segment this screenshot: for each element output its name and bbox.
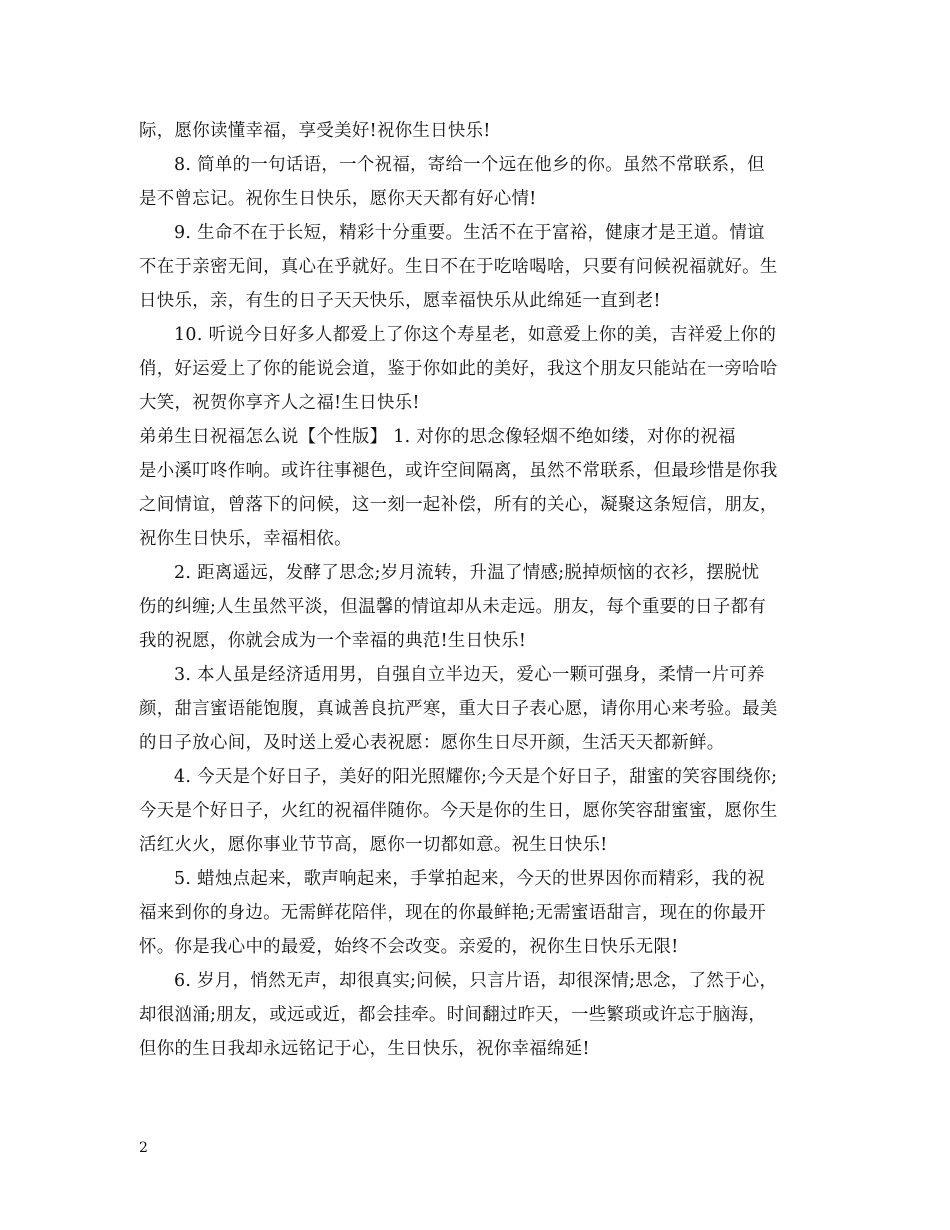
text-line-25: 怀。你是我心中的最爱，始终不会改变。亲爱的，祝你生日快乐无限! — [139, 937, 679, 957]
text-line-28: 但你的生日我却永远铭记于心，生日快乐，祝你幸福绵延! — [139, 1039, 590, 1059]
text-line-11: 是小溪叮咚作响。或许往事褪色，或许空间隔离，虽然不常联系，但最珍惜是你我 — [139, 461, 778, 481]
text-line-23: 5. 蜡烛点起来，歌声响起来，手掌拍起来，今天的世界因你而精彩，我的祝 — [174, 869, 765, 889]
text-line-1: 际，愿你读懂幸福，享受美好!祝你生日快乐! — [139, 121, 491, 141]
page-number: 2 — [139, 1140, 148, 1156]
text-line-16: 我的祝愿，你就会成为一个幸福的典范!生日快乐! — [139, 631, 527, 651]
text-line-24: 福来到你的身边。无需鲜花陪伴，现在的你最鲜艳;无需蜜语甜言，现在的你最开 — [139, 903, 767, 923]
text-line-7: 10. 听说今日好多人都爱上了你这个寿星老，如意爱上你的美，吉祥爱上你的 — [174, 325, 777, 345]
text-line-5: 不在于亲密无间，真心在乎就好。生日不在于吃啥喝啥，只要有问候祝福就好。生 — [139, 257, 778, 277]
section-heading-line: 弟弟生日祝福怎么说【个性版】 1. 对你的思念像轻烟不绝如缕，对你的祝福 — [139, 427, 736, 447]
text-line-4: 9. 生命不在于长短，精彩十分重要。生活不在于富裕，健康才是王道。情谊 — [174, 223, 765, 243]
text-line-12: 之间情谊，曾落下的问候，这一刻一起补偿，所有的关心，凝聚这条短信，朋友， — [139, 495, 778, 515]
text-line-20: 4. 今天是个好日子，美好的阳光照耀你;今天是个好日子，甜蜜的笑容围绕你; — [174, 767, 778, 787]
text-line-19: 的日子放心间，及时送上爱心表祝愿：愿你生日尽开颜，生活天天都新鲜。 — [139, 733, 725, 753]
text-line-6: 日快乐，亲，有生的日子天天快乐，愿幸福快乐从此绵延一直到老! — [139, 291, 661, 311]
text-line-26: 6. 岁月，悄然无声，却很真实;问候，只言片语，却很深情;思念，了然于心， — [174, 971, 778, 991]
text-line-18: 颜，甜言蜜语能饱腹，真诚善良抗严寒，重大日子表心愿，请你用心来考验。最美 — [139, 699, 778, 719]
text-line-13: 祝你生日快乐，幸福相依。 — [139, 529, 352, 549]
text-line-27: 却很汹涌;朋友，或远或近，都会挂牵。时间翻过昨天，一些繁琐或许忘于脑海， — [139, 1005, 767, 1025]
text-line-21: 今天是个好日子，火红的祝福伴随你。今天是你的生日，愿你笑容甜蜜蜜，愿你生 — [139, 801, 778, 821]
text-line-17: 3. 本人虽是经济适用男，自强自立半边天，爱心一颗可强身，柔情一片可养 — [174, 665, 765, 685]
text-line-3: 是不曾忘记。祝你生日快乐，愿你天天都有好心情! — [139, 189, 537, 209]
text-line-8: 俏，好运爱上了你的能说会道，鉴于你如此的美好，我这个朋友只能站在一旁哈哈 — [139, 359, 778, 379]
text-line-14: 2. 距离遥远，发酵了思念;岁月流转，升温了情感;脱掉烦恼的衣衫，摆脱忧 — [174, 563, 760, 583]
text-line-22: 活红火火，愿你事业节节高，愿你一切都如意。祝生日快乐! — [139, 835, 608, 855]
text-line-15: 伤的纠缠;人生虽然平淡，但温馨的情谊却从未走远。朋友，每个重要的日子都有 — [139, 597, 767, 617]
text-line-2: 8. 简单的一句话语，一个祝福，寄给一个远在他乡的你。虽然不常联系，但 — [174, 155, 765, 175]
text-line-9: 大笑，祝贺你享齐人之福!生日快乐! — [139, 393, 420, 413]
